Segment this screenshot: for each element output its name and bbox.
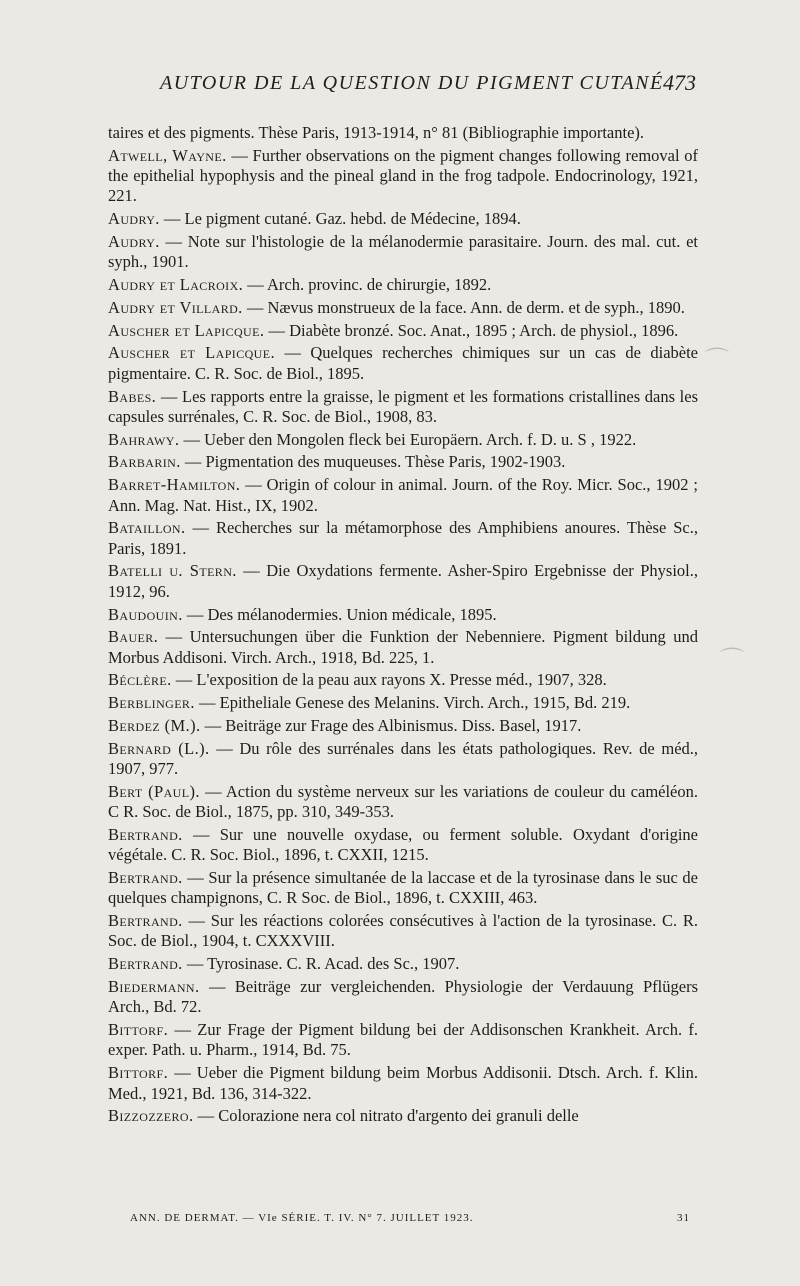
entry-author: Bertrand. [108,825,183,844]
bibliography-entry [108,825,698,866]
bibliography-entry [108,1063,698,1104]
entry-text: — Ueber die Pigment bildung beim Morbus Addisonii. Dtsch. Arch. f. Klin. Med., 1921, Bd. 136, 314-322. [108,1063,699,1103]
bibliography-entry [108,321,698,341]
bibliography-list [108,123,698,1129]
entry-author: Béclère. [108,670,172,690]
entry-text: — Untersuchungen über die Funktion der Nebenniere. Pigment bildung und Morbus Addisoni. Virch. Arch., 1918, Bd. 225, 1. [108,627,698,667]
bibliography-entry [108,605,698,625]
entry-author: Baudouin. [108,604,183,624]
bibliography-entry [108,209,698,229]
entry-text: — Le pigment cutané. Gaz. hebd. de Médecine, 1894. [163,209,521,229]
entry-author: Babes. [108,386,157,406]
bibliography-entry [108,275,698,295]
entry-text: — Quelques recherches chimiques sur un cas de diabète pigmentaire. C. R. Soc. de Biol., 1895. [108,343,698,383]
entry-author: Biedermann. [108,977,200,997]
running-head: AUTOUR DE LA QUESTION DU PIGMENT CUTANÉ [160,72,664,94]
entry-text: — Sur les réactions colorées consécutives à l'action de la tyrosinase. C. R. Soc. de Biol., 1904, t. CXXXVIII. [108,911,699,951]
entry-text: — Note sur l'histologie de la mélanodermie parasitaire. Journ. des mal. cut. et syph., 1901. [108,231,698,272]
entry-author: Berdez (M.). [108,716,201,736]
footer-journal-line: ANN. DE DERMAT. — VIe SÉRIE. T. IV. N° 7. JUILLET 1923. [130,1212,474,1224]
entry-text: — Sur la présence simultanée de la laccase et de la tyrosinase dans le suc de quelques champignons, C. R Soc. de Biol., 1896, t. CXXIII, 463. [108,868,698,908]
entry-author: Bizzozzero. [108,1106,194,1126]
entry-text: — Pigmentation des muqueuses. Thèse Paris, 1902-1903. [184,452,566,472]
bibliography-entry [108,627,698,668]
entry-text: — Des mélanodermies. Union médicale, 1895. [186,604,497,624]
entry-author: Auscher et Lapicque. [108,320,265,340]
entry-text: — Ueber den Mongolen fleck bei Europäern. Arch. f. D. u. S , 1922. [183,429,637,449]
bibliography-entry [108,343,698,384]
bibliography-entry [108,716,698,736]
entry-author: Bernard (L.). [108,738,210,758]
entry-author: Barret-Hamilton. [108,475,241,495]
bibliography-entry [108,1020,698,1061]
bibliography-entry [108,954,698,974]
bibliography-entry [108,561,698,602]
bibliography-entry [108,518,698,559]
entry-author: Auscher et Lapicque. [108,343,275,363]
bibliography-entry [108,693,698,713]
bibliography-entry [108,387,698,428]
entry-text: — L'exposition de la peau aux rayons X. Presse méd., 1907, 328. [175,670,607,690]
entry-text: — Die Oxydations fermente. Asher-Spiro Ergebnisse der Physiol., 1912, 96. [108,561,698,601]
bibliography-entry [108,298,698,318]
entry-author: Bahrawy. [108,429,180,449]
footer-signature: 31 [677,1212,690,1224]
entry-author: Audry et Villard. [108,297,243,317]
entry-text: taires et des pigments. Thèse Paris, 1913-1914, n° 81 (Bibliographie importante). [108,123,645,142]
margin-pencil-mark: ⌒ [705,346,729,374]
entry-text: — Beiträge zur vergleichenden. Physiologie der Verdauung Pflügers Arch., Bd. 72. [108,977,698,1017]
bibliography-entry [108,475,698,516]
entry-text: — Les rapports entre la graisse, le pigment et les formations cristallines dans les capsules surrénales, C. R. Soc. de Biol., 1908, 83. [108,386,699,426]
bibliography-entry [108,232,698,273]
entry-text: — Diabète bronzé. Soc. Anat., 1895 ; Arch. de physiol., 1896. [268,320,679,340]
entry-text: — Beiträge zur Frage des Albinismus. Diss. Basel, 1917. [204,716,582,736]
bibliography-entry [108,868,698,909]
entry-author: Bittorf. [108,1063,169,1083]
entry-text: — Origin of colour in animal. Journ. of the Roy. Micr. Soc., 1902 ; Ann. Mag. Nat. Hist., IX, 1902. [108,475,698,515]
entry-text: — Tyrosinase. C. R. Acad. des Sc., 1907. [186,954,460,974]
bibliography-entry [108,430,698,450]
entry-author: Audry et Lacroix. [108,275,244,295]
bibliography-entry [108,977,698,1018]
entry-text: — Arch. provinc. de chirurgie, 1892. [247,275,492,295]
entry-author: Atwell, Wayne. [108,145,227,165]
entry-text: — Du rôle des surrénales dans les états pathologiques. Rev. de méd., 1907, 977. [108,738,699,779]
entry-text: — Colorazione nera col nitrato d'argento dei granuli delle [197,1106,579,1126]
entry-author: Bittorf. [108,1020,169,1040]
entry-text: — Sur une nouvelle oxydase, ou ferment soluble. Oxydant d'origine végétale. C. R. Soc. Biol., 1896, t. CXXII, 1215. [108,825,699,865]
entry-author: Batelli u. Stern. [108,561,237,581]
entry-author: Audry. [108,231,160,251]
entry-text: — Epitheliale Genese des Melanins. Virch. Arch., 1915, Bd. 219. [199,693,631,713]
entry-text: — Action du système nerveux sur les variations de couleur du caméléon. C R. Soc. de Biol., 1875, pp. 310, 349-353. [108,781,699,822]
entry-author: Berblinger. [108,693,195,713]
entry-text: — Zur Frage der Pigment bildung bei der Addisonschen Krankheit. Arch. f. exper. Path. u. Pharm., 1914, Bd. 75. [108,1020,699,1060]
bibliography-entry [108,452,698,472]
bibliography-entry [108,911,698,952]
page-footer [130,1212,690,1224]
entry-author: Bert (Paul). [108,781,200,801]
entry-author: Bertrand. [108,954,183,974]
bibliography-entry [108,670,698,690]
bibliography-entry [108,146,698,207]
entry-text: — Nævus monstrueux de la face. Ann. de derm. et de syph., 1890. [246,297,685,317]
bibliography-entry [108,1106,698,1126]
entry-author: Bertrand. [108,911,183,931]
entry-text: — Recherches sur la métamorphose des Amphibiens anoures. Thèse Sc., Paris, 1891. [108,518,699,558]
entry-author: Barbarin. [108,452,181,472]
page-number: 473 [663,70,696,95]
bibliography-entry [108,782,698,823]
entry-author: Bataillon. [108,518,186,538]
entry-author: Audry. [108,209,160,229]
bibliography-entry [108,739,698,780]
bibliography-entry [108,123,698,143]
margin-pencil-mark: ⌒ [720,646,744,674]
entry-text: — Further observations on the pigment changes following removal of the epithelial hypophysis and the pineal gland in the frog tadpole. Endocrinology, 1921, 221. [108,145,699,206]
entry-author: Bauer. [108,627,159,647]
entry-author: Bertrand. [108,868,183,888]
